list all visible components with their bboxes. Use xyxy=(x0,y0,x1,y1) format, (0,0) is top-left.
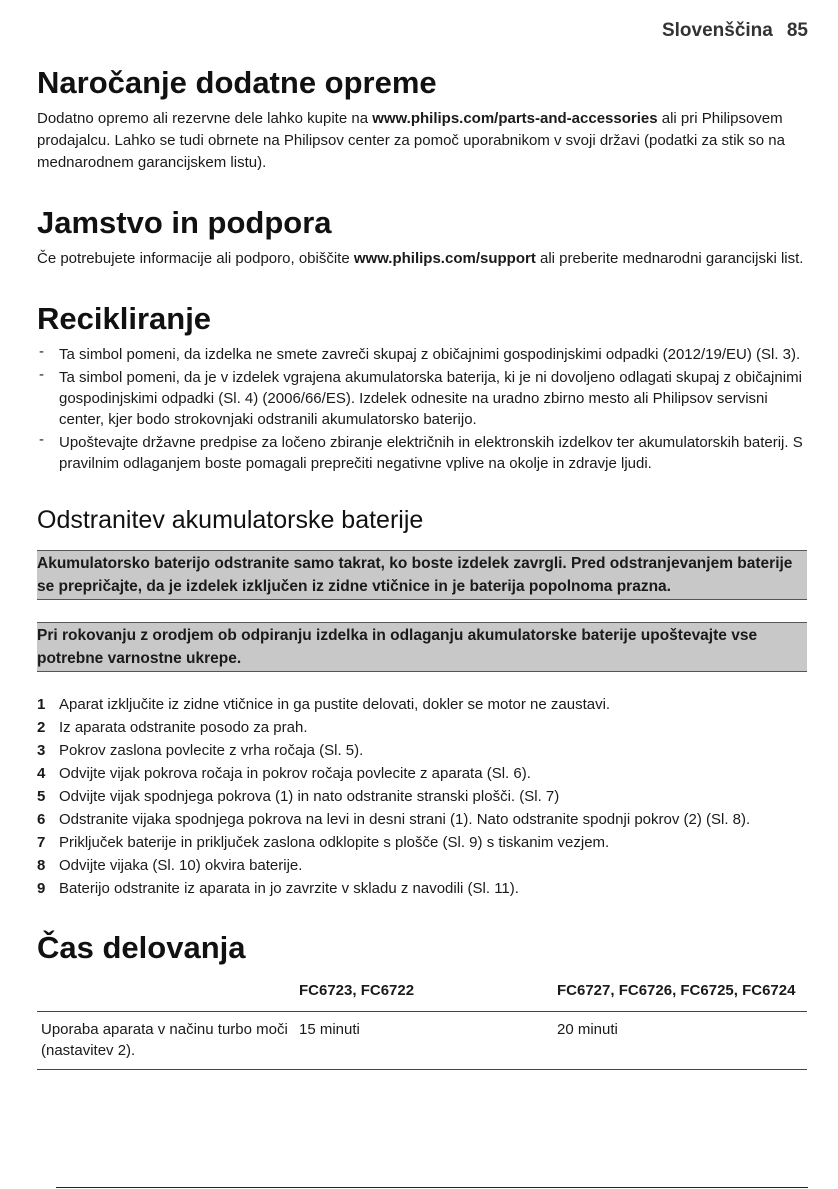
page-header xyxy=(662,20,808,42)
step-item xyxy=(37,832,807,853)
table-cell: 20 minuti xyxy=(553,1012,807,1070)
list-item xyxy=(37,432,807,474)
battery-removal-title: Odstranitev akumulatorske baterije xyxy=(37,506,424,534)
bullet-dash: - xyxy=(39,343,44,360)
warning-box-1: Akumulatorsko baterijo odstranite samo takrat, ko boste izdelek zavrgli. Pred odstranjevanjem baterije se prepričajte, da je izdelek izključen iz zidne vtičnice in je baterija popolnoma prazna. xyxy=(37,550,807,600)
section-ordering xyxy=(37,64,807,174)
step-number: 3 xyxy=(37,742,46,759)
step-text: Baterijo odstranite iz aparata in jo zavrzite v skladu z navodili (Sl. 11). xyxy=(59,880,519,897)
step-text: Odvijte vijaka (Sl. 10) okvira baterije. xyxy=(59,857,303,874)
step-text: Odstranite vijaka spodnjega pokrova na levi in desni strani (1). Nato odstranite spodnji pokrov (2) (Sl. 8). xyxy=(59,811,751,828)
list-item xyxy=(37,344,807,365)
warning-box-2: Pri rokovanju z orodjem ob odpiranju izdelka in odlaganju akumulatorske baterije upoštevajte vse potrebne varnostne ukrepe. xyxy=(37,622,807,672)
operating-time-title: Čas delovanja xyxy=(37,930,246,965)
step-number: 1 xyxy=(37,696,46,713)
table-cell: 15 minuti xyxy=(295,1012,553,1070)
table-header-row xyxy=(37,973,807,1012)
ordering-paragraph xyxy=(37,108,807,174)
warranty-text-after: ali preberite mednarodni garancijski list. xyxy=(535,250,804,267)
warranty-title: Jamstvo in podpora xyxy=(37,205,332,240)
step-number: 5 xyxy=(37,788,46,805)
table-cell: Uporaba aparata v načinu turbo moči (nastavitev 2). xyxy=(37,1012,295,1070)
step-text: Iz aparata odstranite posodo za prah. xyxy=(59,719,308,736)
ordering-title: Naročanje dodatne opreme xyxy=(37,65,437,100)
recycling-title: Recikliranje xyxy=(37,301,212,336)
step-number: 4 xyxy=(37,765,46,782)
step-item xyxy=(37,855,807,876)
list-item-text: Ta simbol pomeni, da je v izdelek vgrajena akumulatorska baterija, ki je ni dovoljeno odlagati skupaj z običajnimi gospodinjskimi odpadki (Sl. 4) (2006/66/ES). Izdelek odnesite na uradno zbirno mesto ali Philipsov servisni center, kjer bodo strokovnjaki odstranili akumulatorsko baterijo. xyxy=(59,369,802,428)
section-warranty xyxy=(37,204,807,270)
warranty-text-before: Če potrebujete informacije ali podporo, obiščite xyxy=(37,250,354,267)
step-number: 7 xyxy=(37,834,46,851)
table-header-cell: FC6723, FC6722 xyxy=(295,973,553,1012)
section-operating-time xyxy=(37,929,807,1070)
support-link[interactable]: www.philips.com/support xyxy=(353,250,536,267)
step-item xyxy=(37,878,807,899)
step-number: 9 xyxy=(37,880,46,897)
page-content xyxy=(37,64,807,1070)
ordering-text-after: ali pri Philipsovem prodajalcu. Lahko se tudi obrnete na Philipsov center za pomoč uporabnikom v svoji državi (podatki za stik so na mednarodnem garancijskem listu). xyxy=(37,110,785,171)
steps-list xyxy=(37,694,807,899)
step-number: 6 xyxy=(37,811,46,828)
table-row xyxy=(37,1012,807,1070)
footer-divider xyxy=(56,1187,808,1188)
table-header-cell: FC6727, FC6726, FC6725, FC6724 xyxy=(553,973,807,1012)
step-item xyxy=(37,717,807,738)
ordering-text-before: Dodatno opremo ali rezervne dele lahko kupite na xyxy=(37,110,373,127)
step-text: Pokrov zaslona povlecite z vrha ročaja (Sl. 5). xyxy=(59,742,364,759)
table-header-cell xyxy=(37,973,295,1012)
recycling-list xyxy=(37,344,807,474)
step-item xyxy=(37,809,807,830)
list-item-text: Upoštevajte državne predpise za ločeno zbiranje električnih in elektronskih izdelkov ter akumulatorskih baterij. S pravilnim odlaganjem boste pomagali preprečiti negativne vplive na okolje in zdravje ljudi. xyxy=(59,434,803,472)
list-item-text: Ta simbol pomeni, da izdelka ne smete zavreči skupaj z običajnimi gospodinjskimi odpadki (2012/19/EU) (Sl. 3). xyxy=(59,346,801,363)
step-number: 2 xyxy=(37,719,46,736)
ordering-link[interactable]: www.philips.com/parts-and-accessories xyxy=(372,110,658,127)
step-item xyxy=(37,740,807,761)
step-item xyxy=(37,763,807,784)
section-battery-removal xyxy=(37,504,807,899)
warranty-paragraph xyxy=(37,248,807,270)
section-recycling xyxy=(37,300,807,474)
step-text: Odvijte vijak spodnjega pokrova (1) in nato odstranite stranski plošči. (Sl. 7) xyxy=(59,788,560,805)
operating-time-table xyxy=(37,973,807,1070)
step-text: Priključek baterije in priključek zaslona odklopite s plošče (Sl. 9) s tiskanim vezjem. xyxy=(59,834,610,851)
step-text: Aparat izključite iz zidne vtičnice in ga pustite delovati, dokler se motor ne zaustavi. xyxy=(59,696,611,713)
step-number: 8 xyxy=(37,857,46,874)
step-item xyxy=(37,694,807,715)
bullet-dash: - xyxy=(39,366,44,383)
list-item xyxy=(37,367,807,430)
bullet-dash: - xyxy=(39,431,44,448)
header-language: Slovenščina xyxy=(661,20,773,41)
step-item xyxy=(37,786,807,807)
page-number: 85 xyxy=(786,20,808,41)
step-text: Odvijte vijak pokrova ročaja in pokrov ročaja povlecite z aparata (Sl. 6). xyxy=(59,765,531,782)
